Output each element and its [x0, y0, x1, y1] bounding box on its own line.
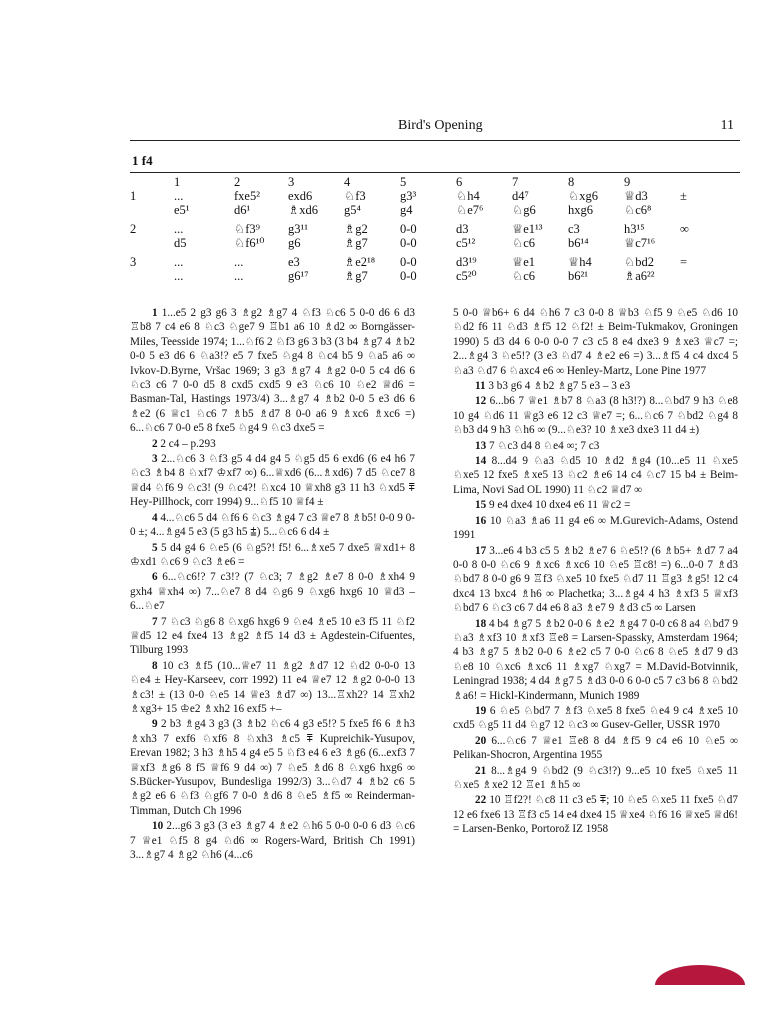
note-text: 7 ♘c3 d4 8 ♘e4 ∞; 7 c3	[486, 439, 600, 452]
table-cell	[680, 236, 704, 250]
note-number: 11	[475, 380, 486, 393]
note-text: 6...♘c6 7 ♕e1 ♖e8 8 d4 ♗f5 9 c4 e6 10 ♘e5 ∞ Pelikan-Shocron, Argentina 1955	[453, 734, 738, 762]
note-text: 3 b3 g6 4 ♗b2 ♗g7 5 e3 – 3 e3	[485, 380, 631, 393]
note-paragraph	[453, 704, 738, 733]
table-cell: 0-0	[400, 255, 417, 269]
note-number: 15	[475, 499, 487, 512]
note-text: 10 ♖f2?! ♘c8 11 c3 e5 ⩱; 10 ♘e5 ♘xe5 11 fxe5 ♘d7 12 e6 fxe6 13 ♖f3 c5 14 e4 dxe4 15 ♕xe4 ♘f6 16 ♕xe5 ♕d6! = Larsen-Benko, Portorož IZ 1958	[453, 794, 738, 836]
note-number: 8	[152, 659, 158, 672]
note-text: 7 ♘c3 ♘g6 8 ♘xg6 hxg6 9 ♘e4 ♗e5 10 e3 f5 11 ♘f2 ♕d5 12 e4 fxe4 13 ♗g2 ♗f5 14 d3 ± Agdestein-Cifuentes, Tilburg 1993	[130, 615, 415, 657]
note-text: 4 b4 ♗g7 5 ♗b2 0-0 6 ♗e2 ♗g4 7 0-0 c6 8 a4 ♘bd7 9 ♘a3 ♗xf3 10 ♗xf3 ♖e8 = Larsen-Spassky, Amsterdam 1964; 4 b3 ♗g7 5 ♗b2 0-0 6 ♗e2 c5 7 0-0 ♘c6 8 ♘e5 ♗d7 9 d3 ♘e8 10 ♘xc6 ♗xc6 11 ♗xg7 ♘xg7 = M.David-Botvinnik, Leningrad 1938; 4 d4 ♗g7 5 ♗d3 0-0 6 0-0 c5 7 c3 b6 8 ♘bd2 ♗a6! = Hickl-Kindermann, Munich 1989	[453, 617, 738, 702]
page-bottom-margin	[640, 985, 760, 1025]
table-cell: ♗g7	[344, 269, 368, 283]
note-paragraph	[130, 511, 415, 540]
note-number: 16	[475, 514, 487, 527]
note-number: 2	[152, 437, 158, 450]
note-number: 7	[152, 615, 158, 628]
table-cell: d3	[456, 222, 469, 236]
table-cell: c5²⁰	[456, 269, 477, 283]
table-cell: 1	[130, 189, 137, 203]
table-cell: d5	[174, 236, 187, 250]
table-cell: d3¹⁹	[456, 255, 477, 269]
table-row	[130, 175, 704, 189]
notes-right-column	[453, 306, 738, 838]
table-cell: b6¹⁴	[568, 236, 589, 250]
note-paragraph	[130, 306, 415, 436]
table-cell: exd6	[288, 189, 313, 203]
table-cell: c3	[568, 222, 580, 236]
note-number: 19	[475, 704, 487, 717]
note-text: 9 e4 dxe4 10 dxe4 e6 11 ♕c2 =	[486, 499, 631, 512]
note-paragraph	[453, 306, 738, 378]
table-cell: ∞	[680, 222, 689, 236]
table-cell: fxe5²	[234, 189, 260, 203]
table-cell: ♕e1¹³	[512, 222, 543, 236]
table-row	[130, 269, 704, 283]
note-number: 20	[475, 734, 487, 747]
table-cell: g6	[288, 236, 301, 250]
running-title: Bird's Opening	[398, 118, 483, 133]
table-cell: ...	[234, 269, 244, 283]
note-paragraph	[453, 454, 738, 497]
note-number: 12	[475, 395, 487, 408]
table-cell: ...	[234, 255, 244, 269]
table-cell: ♘h4	[456, 189, 480, 203]
notes-left-column	[130, 306, 415, 863]
note-text: 6...♘c6!? 7 c3!? (7 ♘c3; 7 ♗g2 ♗e7 8 0-0 ♗xh4 9 gxh4 ♕xh4 ∞) 7...♘e7 8 d4 ♘g6 9 ♘xg6 hxg6 10 ♕d3 – 6...♘e7	[130, 571, 415, 613]
table-cell: ♗g2	[344, 222, 368, 236]
note-number: 10	[152, 820, 164, 833]
table-row	[130, 236, 704, 250]
note-paragraph	[453, 793, 738, 836]
table-cell: =	[680, 255, 688, 269]
table-cell: ♘c6⁸	[624, 203, 652, 217]
note-paragraph	[453, 498, 738, 512]
table-row	[130, 255, 704, 269]
table-cell: ♕d3	[624, 189, 648, 203]
note-text: 6...b6 7 ♕e1 ♗b7 8 ♘a3 (8 h3!?) 8...♘bd7 9 h3 ♘e8 10 g4 ♘d6 11 ♕g3 e6 12 c3 ♕e7 =; 6...♘c6 7 ♘bd2 ♘g4 8 ♘b3 d4 9 h3 ♘h6 ∞ (9...♘e3? 10 ♗xe3 dxe3 11 d4 ±)	[453, 395, 738, 437]
note-text: 2...g6 3 g3 (3 e3 ♗g7 4 ♗e2 ♘h6 5 0-0 0-0 6 d3 ♘c6 7 ♕e1 ♘f5 8 g4 ♘d6 ∞ Rogers-Ward, British Ch 1991) 3...♗g7 4 ♗g2 ♘h6 (4...c6	[130, 820, 415, 862]
note-paragraph	[453, 734, 738, 763]
note-number: 17	[475, 544, 487, 557]
table-cell	[130, 203, 174, 217]
note-paragraph	[453, 514, 738, 543]
table-column-header: 5	[400, 175, 407, 189]
note-text: 3...e6 4 b3 c5 5 ♗b2 ♗e7 6 ♘e5!? (6 ♗b5+ ♗d7 7 a4 0-0 8 0-0 ♘c6 9 ♗xc6 ♗xc6 10 ♘e5 ♖c8! =) 6...0-0 7 ♗d3 ♘bd7 8 0-0 g6 9 ♖f3 ♘xe5 10 fxe5 ♘d7 11 ♖g3 ♗g5! 12 c4 dxc4 13 bxc4 ♗h6 ∞ Plachetka; 3...♗g4 4 h3 ♗xf3 5 ♕xf3 ♘bd7 6 ♘c3 c6 7 d4 e6 8 a3 ♗e7 9 ♗d3 c5 ∞ Larsen	[453, 544, 738, 615]
note-paragraph	[453, 439, 738, 453]
note-paragraph	[453, 764, 738, 793]
note-number: 9	[152, 718, 158, 731]
table-cell: ♕c7¹⁶	[624, 236, 656, 250]
table-column-header: 9	[624, 175, 631, 189]
table-cell: ♕e1	[512, 255, 536, 269]
table-cell: hxg6	[568, 203, 593, 217]
table-column-header: 1	[174, 175, 181, 189]
note-paragraph	[130, 541, 415, 570]
note-text: 10 ♘a3 ♗a6 11 g4 e6 ∞ M.Gurevich-Adams, Ostend 1991	[453, 514, 738, 542]
table-cell: ♘c6	[512, 269, 536, 283]
table-cell: 2	[130, 222, 137, 236]
table-cell: g6¹⁷	[288, 269, 309, 283]
note-text: 8...d4 9 ♘a3 ♘d5 10 ♗d2 ♗g4 (10...e5 11 ♘xe5 ♘xe5 12 fxe5 ♗xe5 13 ♘c2 ♗e6 14 c4 ♘c7 15 b4 ± Beim-Lima, Novi Sad OL 1990) 11 ♘c2 ♕d7 ∞	[453, 455, 738, 496]
note-number: 13	[475, 439, 487, 452]
table-cell: 0-0	[400, 236, 417, 250]
table-top-rule	[130, 172, 740, 173]
note-text: 2 c4 – p.293	[157, 437, 216, 450]
table-cell: d4⁷	[512, 189, 529, 203]
note-number: 1	[152, 307, 158, 319]
table-cell: c5¹²	[456, 236, 476, 250]
note-text: 4...♘c6 5 d4 ♘f6 6 ♘c3 ♗g4 7 c3 ♕e7 8 ♗b5! 0-0 9 0-0 ±; 4...♗g4 5 e3 (5 g3 h5 ⩲) 5...♘c6 6 d4 ±	[130, 511, 415, 539]
note-text: 1...e5 2 g3 g6 3 ♗g2 ♗g7 4 ♘f3 ♘c6 5 0-0 d6 6 d3 ♖b8 7 c4 e6 8 ♘c3 ♘ge7 9 ♖b1 a6 10 ♗d2 ∞ Borngässer-Miles, Teesside 1974; 1...♘f6 2 ♘f3 g6 3 b3 (3 b4 ♗g7 4 ♗b2 0-0 5 e3 d6 6 ♘a3!? e5 7 fxe5 ♘g4 8 ♘c4 b5 9 ♘a5 a6 ∞ Ivkov-D.Byrne, Vršac 1969; 3 g3 ♗g7 4 ♗g2 0-0 5 c4 d6 6 ♘c3 c6 7 0-0 d5 8 cxd5 cxd5 9 e3 ♘c6 10 ♘e2 ♕d6 = Basman-Tal, Hastings 1973/4) 3...♗g7 4 ♗b2 0-0 5 e3 d6 6 ♗e2 (6 ♕c1 ♘c6 7 ♗b5 ♗d7 8 0-0 a6 9 ♗xc6 ♗xc6 =) 6...♘c6 7 0-0 e5 8 fxe5 ♘g4 9 ♘c3 dxe5 =	[130, 307, 415, 435]
note-text: 5 d4 g4 6 ♘e5 (6 ♘g5?! f5! 6...♗xe5 7 dxe5 ♕xd1+ 8 ♔xd1 ♘c6 9 ♘c3 ♗e6 =	[130, 541, 415, 568]
table-column-header: 7	[512, 175, 519, 189]
table-cell	[130, 269, 174, 283]
note-paragraph	[453, 379, 738, 393]
note-number: 18	[475, 617, 487, 630]
table-cell: ♘e7⁶	[456, 203, 484, 217]
header-rule	[130, 140, 740, 141]
table-cell: ♘f3⁹	[234, 222, 260, 236]
table-cell: g3¹¹	[288, 222, 308, 236]
table-cell: ♘bd2	[624, 255, 654, 269]
note-text: 10 c3 ♗f5 (10...♕e7 11 ♗g2 ♗d7 12 ♘d2 0-0-0 13 ♘e4 ± Hey-Karseev, corr 1992) 11 e4 ♕e7 12 ♗g2 0-0-0 13 ♗c3! ± (13 0-0 ♘e5 14 ♕e3 ♗d7 ∞) 13...♖xh2? 14 ♖xh2 ♗xg3+ 15 ♔e2 ♗xh2 16 exf5 +–	[130, 659, 415, 715]
note-number: 5	[152, 541, 158, 554]
note-number: 4	[152, 511, 158, 524]
table-cell: ♘g6	[512, 203, 536, 217]
table-cell: g4	[400, 203, 413, 217]
table-cell: 3	[130, 255, 137, 269]
note-number: 3	[152, 453, 158, 466]
note-number: 14	[475, 455, 487, 468]
page-number: 11	[720, 118, 734, 133]
table-row	[130, 222, 704, 236]
table-cell: ...	[174, 269, 184, 283]
table-cell: g3³	[400, 189, 417, 203]
table-cell: 0-0	[400, 269, 417, 283]
note-number: 21	[475, 764, 487, 777]
table-row	[130, 203, 704, 217]
note-paragraph	[130, 452, 415, 510]
note-paragraph	[130, 615, 415, 658]
table-cell: b6²¹	[568, 269, 588, 283]
note-text: 6 ♘e5 ♘bd7 7 ♗f3 ♘xe5 8 fxe5 ♘e4 9 c4 ♗xe5 10 cxd5 ♘g5 11 d4 ♘g7 12 ♘c3 ∞ Gusev-Geller, USSR 1970	[453, 704, 738, 732]
table-row	[130, 189, 704, 203]
table-column-header	[680, 175, 704, 189]
note-text: 2...♘c6 3 ♘f3 g5 4 d4 g4 5 ♘g5 d5 6 exd6 (6 e4 h6 7 ♘c3 ♗b4 8 ♘xf7 ♔xf7 ∞) 6...♕xd6 (6...♗xd6) 7 d5 ♘ce7 8 ♕d4 ♘f6 9 ♘c3! (9 ♘c4?! ♘xc4 10 ♕xh8 g3 11 h3 ♘xd5 ⩱ Hey-Pillhock, corr 1994) 9...♘f5 10 ♕f4 ±	[130, 453, 415, 509]
table-cell	[680, 269, 704, 283]
table-cell: ♘f6¹⁰	[234, 236, 265, 250]
table-column-header: 4	[344, 175, 351, 189]
note-number: 6	[152, 571, 158, 584]
note-paragraph	[453, 394, 738, 437]
note-paragraph	[453, 617, 738, 703]
note-text: 5 0-0 ♕b6+ 6 d4 ♘h6 7 c3 0-0 8 ♕b3 ♘f5 9 ♘e5 ♘d6 10 ♘d2 f6 11 ♘d3 ♗f5 12 ♘f2! ± Beim-Tukmakov, Groningen 1990) 5 d3 d4 6 0-0 0-0 7 c3 c5 8 e4 dxe3 9 ♗xe3 ♕c7 =; 2...♗g4 3 ♘e5!? (3 e3 ♘d7 4 ♗e2 e6 =) 3...♗f5 4 c4 dxc4 5 ♘a3 ♘d7 6 ♘axc4 e6 ∞ Henley-Martz, Lone Pine 1977	[453, 307, 738, 377]
note-paragraph	[130, 819, 415, 862]
table-cell: e3	[288, 255, 300, 269]
table-cell: h3¹⁵	[624, 222, 645, 236]
table-column-header: 2	[234, 175, 241, 189]
table-cell: ♗a6²²	[624, 269, 655, 283]
table-column-header: 3	[288, 175, 295, 189]
note-paragraph	[453, 544, 738, 616]
note-number: 22	[475, 794, 487, 807]
note-paragraph	[130, 659, 415, 717]
table-cell: ...	[174, 189, 184, 203]
note-paragraph	[130, 437, 415, 451]
table-cell: ±	[680, 189, 687, 203]
note-text: 2 b3 ♗g4 3 g3 (3 ♗b2 ♘c6 4 g3 e5!? 5 fxe5 f6 6 ♗h3 ♗xh3 7 exf6 ♘xf6 8 ♘xh3 ♗c5 ⩱ Kupreichik-Yusupov, Erevan 1982; 3 h3 ♗h5 4 g4 e5 5 ♘f3 e4 6 e3 ♗g6 (6...exf3 7 ♕xf3 ♗g6 8 f5 ♕f6 9 d4 ∞) 7 ♘e5 ♗d6 8 ♘xg6 hxg6 ∞ S.Bücker-Yusupov, Bundesliga 1992/3) 3...♘d7 4 ♗b2 c6 5 ♗g2 e6 6 ♘f3 ♘gf6 7 0-0 ♗d6 8 ♘e5 ♗f5 ∞ Reinderman-Timman, Dutch Ch 1996	[130, 718, 415, 817]
note-paragraph	[130, 717, 415, 818]
table-cell: ...	[174, 255, 184, 269]
table-cell: ♘xg6	[568, 189, 598, 203]
table-cell: ...	[174, 222, 184, 236]
table-cell: ♕h4	[568, 255, 592, 269]
table-cell: ♗xd6	[288, 203, 318, 217]
table-cell: ♗e2¹⁸	[344, 255, 376, 269]
table-column-header: 6	[456, 175, 463, 189]
note-paragraph	[130, 570, 415, 613]
table-cell: ♘c6	[512, 236, 536, 250]
page-header	[130, 118, 740, 138]
table-cell: 0-0	[400, 222, 417, 236]
note-text: 8...♗g4 9 ♘bd2 (9 ♘c3!?) 9...e5 10 fxe5 ♘xe5 11 ♘xe5 ♗xe2 12 ♖e1 ♗h5 ∞	[453, 764, 738, 791]
table-column-header	[130, 175, 174, 189]
table-cell: ♘f3	[344, 189, 366, 203]
table-column-header: 8	[568, 175, 575, 189]
table-cell: ♗g7	[344, 236, 368, 250]
variation-table	[130, 175, 704, 283]
table-cell	[680, 203, 704, 217]
table-cell: e5¹	[174, 203, 190, 217]
table-cell	[130, 236, 174, 250]
table-cell: g5⁴	[344, 203, 361, 217]
table-cell: d6¹	[234, 203, 251, 217]
opening-line: 1 f4	[132, 153, 153, 168]
